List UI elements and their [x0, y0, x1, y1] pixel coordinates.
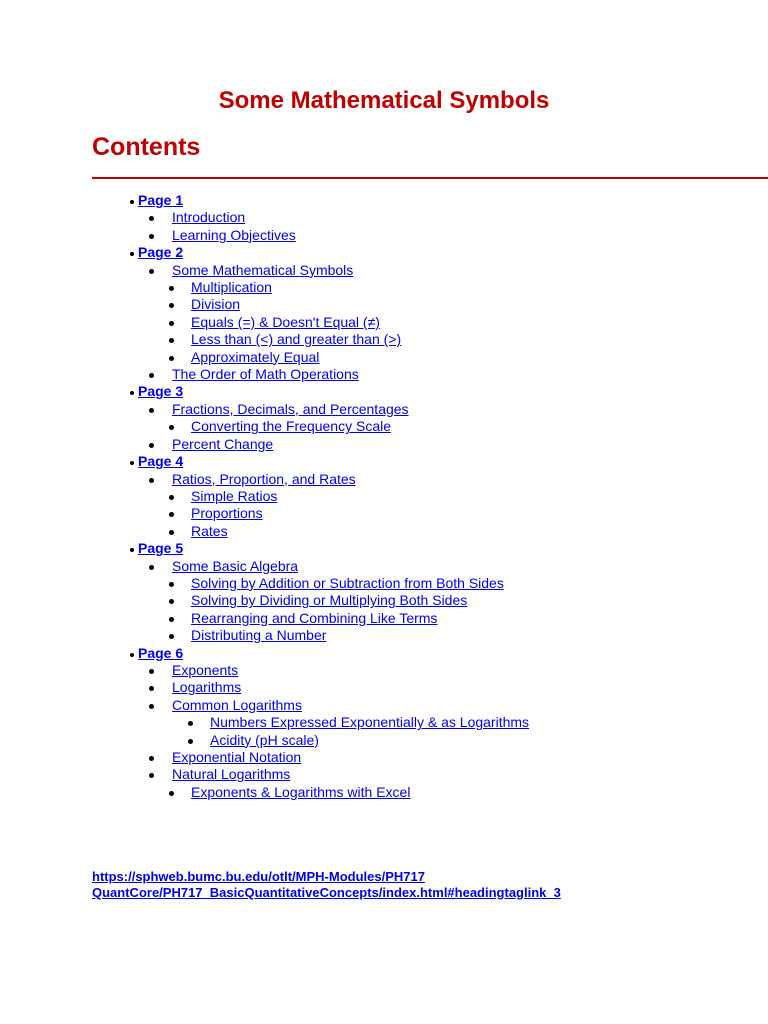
toc-item: [0, 366, 768, 383]
bullet-icon: [149, 269, 154, 274]
bullet-icon: [169, 617, 174, 622]
toc-item: [0, 279, 768, 296]
toc-link-page-5[interactable]: Page 5: [138, 540, 184, 557]
toc-link-approximately-equal[interactable]: Approximately Equal: [191, 348, 320, 365]
bullet-icon: [169, 599, 174, 604]
toc-item: [0, 349, 768, 366]
bullet-icon: [149, 443, 154, 448]
bullet-icon: [130, 548, 134, 552]
heading-divider: [92, 177, 768, 179]
toc-link-exponents[interactable]: Exponents: [172, 661, 239, 678]
toc-link-learning-objectives[interactable]: Learning Objectives: [172, 226, 296, 243]
bullet-icon: [169, 303, 174, 308]
toc-link-less-greater[interactable]: Less than (<) and greater than (>): [191, 331, 402, 348]
source-url-link[interactable]: [92, 869, 692, 901]
bullet-icon: [169, 634, 174, 639]
toc-page-4: [0, 453, 768, 470]
toc-item: [0, 296, 768, 313]
bullet-icon: [149, 478, 154, 483]
bullet-icon: [188, 739, 193, 744]
toc-item: [0, 784, 768, 801]
toc-item: [0, 766, 768, 783]
toc-item: [0, 610, 768, 627]
toc-item: [0, 697, 768, 714]
toc-link-basic-algebra[interactable]: Some Basic Algebra: [172, 557, 299, 574]
toc-link-rearranging[interactable]: Rearranging and Combining Like Terms: [191, 609, 438, 626]
toc-link-distributing[interactable]: Distributing a Number: [191, 627, 327, 644]
bullet-icon: [169, 495, 174, 500]
bullet-icon: [130, 461, 134, 465]
bullet-icon: [169, 321, 174, 326]
toc-link-fractions[interactable]: Fractions, Decimals, and Percentages: [172, 400, 409, 417]
toc-item: [0, 558, 768, 575]
toc-item: [0, 436, 768, 453]
toc-link-simple-ratios[interactable]: Simple Ratios: [191, 487, 278, 504]
bullet-icon: [188, 721, 193, 726]
bullet-icon: [149, 408, 154, 413]
toc-item: [0, 575, 768, 592]
toc-link-page-3[interactable]: Page 3: [138, 383, 184, 400]
toc-item: [0, 209, 768, 226]
toc-link-some-mathematical-symbols[interactable]: Some Mathematical Symbols: [172, 261, 354, 278]
toc-link-frequency-scale[interactable]: Converting the Frequency Scale: [191, 418, 391, 435]
toc-item: [0, 418, 768, 435]
bullet-icon: [149, 216, 154, 221]
bullet-icon: [169, 530, 174, 535]
toc-link-dividing-multiplying[interactable]: Solving by Dividing or Multiplying Both Sides: [191, 592, 468, 609]
toc-page-2: [0, 244, 768, 261]
bullet-icon: [149, 373, 154, 378]
toc-page-6: [0, 645, 768, 662]
toc-page-1: [0, 192, 768, 209]
toc-link-proportions[interactable]: Proportions: [191, 505, 263, 522]
bullet-icon: [130, 653, 134, 657]
bullet-icon: [169, 582, 174, 587]
bullet-icon: [130, 391, 134, 395]
toc-link-page-1[interactable]: Page 1: [138, 192, 184, 208]
toc-item: [0, 732, 768, 749]
toc-page-5: [0, 540, 768, 557]
toc-item: [0, 592, 768, 609]
toc-link-logarithms[interactable]: Logarithms: [172, 679, 242, 696]
bullet-icon: [169, 338, 174, 343]
toc-link-excel[interactable]: Exponents & Logarithms with Excel: [191, 783, 411, 800]
toc-item: [0, 331, 768, 348]
toc-link-page-2[interactable]: Page 2: [138, 244, 184, 261]
source-url-line-2[interactable]: QuantCore/PH717_BasicQuantitativeConcepts/index.html#headingtaglink_3: [92, 885, 561, 900]
toc-item: [0, 505, 768, 522]
toc-item: [0, 662, 768, 679]
bullet-icon: [149, 669, 154, 674]
toc-link-rates[interactable]: Rates: [191, 522, 228, 539]
toc-item: [0, 471, 768, 488]
toc-link-natural-logarithms[interactable]: Natural Logarithms: [172, 766, 291, 783]
toc-link-common-logarithms[interactable]: Common Logarithms: [172, 696, 302, 713]
toc-page-3: [0, 383, 768, 400]
toc-link-exponential-notation[interactable]: Exponential Notation: [172, 749, 302, 765]
toc-item: [0, 679, 768, 696]
toc-link-division[interactable]: Division: [191, 296, 241, 313]
toc-link-page-4[interactable]: Page 4: [138, 453, 184, 470]
document-title: Some Mathematical Symbols: [218, 87, 550, 114]
toc-link-introduction[interactable]: Introduction: [172, 209, 246, 226]
toc-link-ratios[interactable]: Ratios, Proportion, and Rates: [172, 470, 356, 487]
toc-item: [0, 714, 768, 731]
contents-heading: Contents: [92, 133, 201, 161]
toc-item: [0, 227, 768, 244]
toc-link-acidity[interactable]: Acidity (pH scale): [210, 731, 319, 748]
table-of-contents: [0, 192, 768, 801]
toc-item: [0, 627, 768, 644]
bullet-icon: [169, 512, 174, 517]
toc-item: [0, 314, 768, 331]
bullet-icon: [149, 565, 154, 570]
source-url-line-1[interactable]: https://sphweb.bumc.bu.edu/otlt/MPH-Modules/PH717: [92, 869, 425, 884]
bullet-icon: [149, 773, 154, 778]
toc-link-order-of-operations[interactable]: The Order of Math Operations: [172, 366, 359, 383]
toc-item: [0, 401, 768, 418]
bullet-icon: [130, 252, 134, 256]
bullet-icon: [149, 756, 154, 761]
bullet-icon: [169, 425, 174, 430]
toc-link-addition-subtraction[interactable]: Solving by Addition or Subtraction from Both Sides: [191, 574, 504, 591]
toc-item: [0, 488, 768, 505]
bullet-icon: [149, 704, 154, 709]
bullet-icon: [130, 200, 134, 204]
toc-item: [0, 523, 768, 540]
toc-link-multiplication[interactable]: Multiplication: [191, 279, 272, 296]
bullet-icon: [169, 791, 174, 796]
toc-link-numbers-exponentially[interactable]: Numbers Expressed Exponentially & as Logarithms: [210, 714, 530, 731]
bullet-icon: [149, 686, 154, 691]
bullet-icon: [169, 356, 174, 361]
toc-item: [0, 749, 768, 766]
toc-link-percent-change[interactable]: Percent Change: [172, 435, 274, 452]
toc-item: [0, 262, 768, 279]
bullet-icon: [149, 234, 154, 239]
toc-link-page-6[interactable]: Page 6: [138, 644, 184, 661]
toc-link-equals[interactable]: Equals (=) & Doesn't Equal (≠): [191, 313, 380, 330]
bullet-icon: [169, 286, 174, 291]
